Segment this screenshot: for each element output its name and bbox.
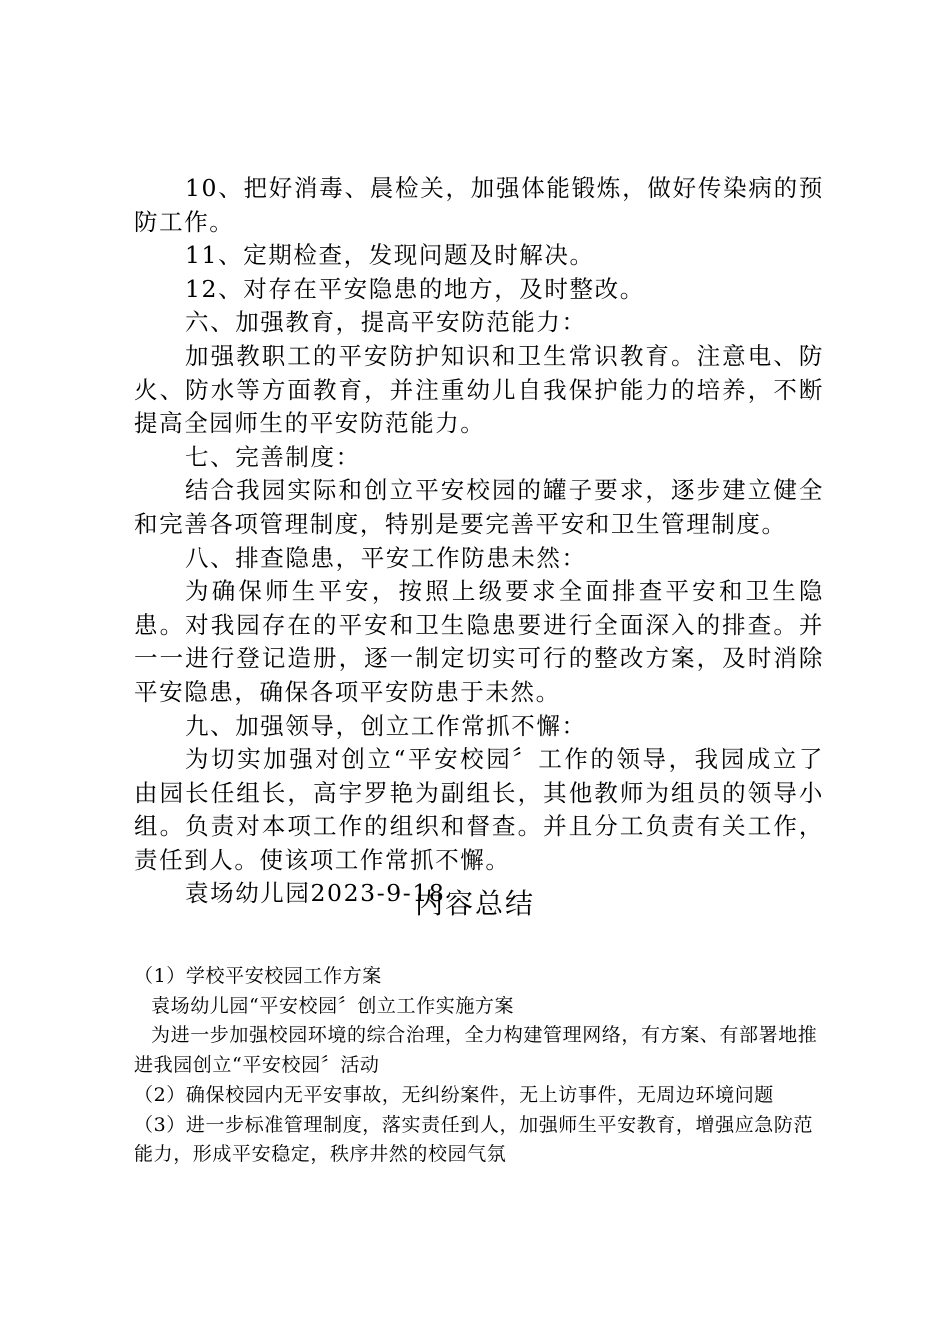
paragraph-education: 加强教职工的平安防护知识和卫生常识教育。注意电、防火、防水等方面教育，并注重幼儿自我保护能力的培养，不断提高全园师生的平安防范能力。 bbox=[134, 341, 824, 438]
summary-item: 袁场幼儿园“平安校园〞创立工作实施方案 bbox=[151, 994, 515, 1017]
section-heading-9: 九、加强领导，创立工作常抓不懈： bbox=[185, 711, 587, 740]
section-heading-8: 八、排查隐患，平安工作防患未然： bbox=[185, 543, 587, 572]
paragraph-hazards: 为确保师生平安，按照上级要求全面排查平安和卫生隐患。对我园存在的平安和卫生隐患要进行全面深入的排查。并一一进行登记造册，逐一制定切实可行的整改方案，及时消除平安隐患，确保各项平安防患于未然。 bbox=[134, 577, 824, 706]
summary-item: 为进一步加强校园环境的综合治理，全力构建管理网络，有方案、有部署地推进我园创立“平安校园〞活动 bbox=[134, 1024, 818, 1077]
paragraph-system: 结合我园实际和创立平安校园的罐子要求，逐步建立健全和完善各项管理制度，特别是要完善平安和卫生管理制度。 bbox=[134, 476, 824, 538]
paragraph-item-11: 11、定期检查，发现问题及时解决。 bbox=[185, 241, 595, 270]
section-heading-6: 六、加强教育，提高平安防范能力： bbox=[185, 308, 587, 337]
signature-date: 袁场幼儿园2023-9-18 bbox=[185, 879, 446, 908]
summary-section bbox=[134, 962, 824, 1170]
document-body bbox=[134, 172, 824, 911]
paragraph-item-10: 10、把好消毒、晨检关，加强体能锻炼，做好传染病的预防工作。 bbox=[134, 174, 824, 236]
summary-item: （2）确保校园内无平安事故，无纠纷案件，无上访事件，无周边环境问题 bbox=[134, 1083, 774, 1106]
section-heading-7: 七、完善制度： bbox=[185, 442, 361, 471]
summary-title: 内容总结 bbox=[414, 887, 535, 920]
summary-item: （3）进一步标准管理制度，落实责任到人，加强师生平安教育，增强应急防范能力，形成平安稳定，秩序井然的校园气氛 bbox=[134, 1113, 814, 1166]
summary-item: （1）学校平安校园工作方案 bbox=[134, 965, 382, 987]
paragraph-leadership: 为切实加强对创立“平安校园〞工作的领导，我园成立了由园长任组长，高宇罗艳为副组长，其他教师为组员的领导小组。负责对本项工作的组织和督查。并且分工负责有关工作，责任到人。使该项工作常抓不懈。 bbox=[134, 745, 824, 874]
paragraph-item-12: 12、对存在平安隐患的地方，及时整改。 bbox=[185, 274, 645, 303]
